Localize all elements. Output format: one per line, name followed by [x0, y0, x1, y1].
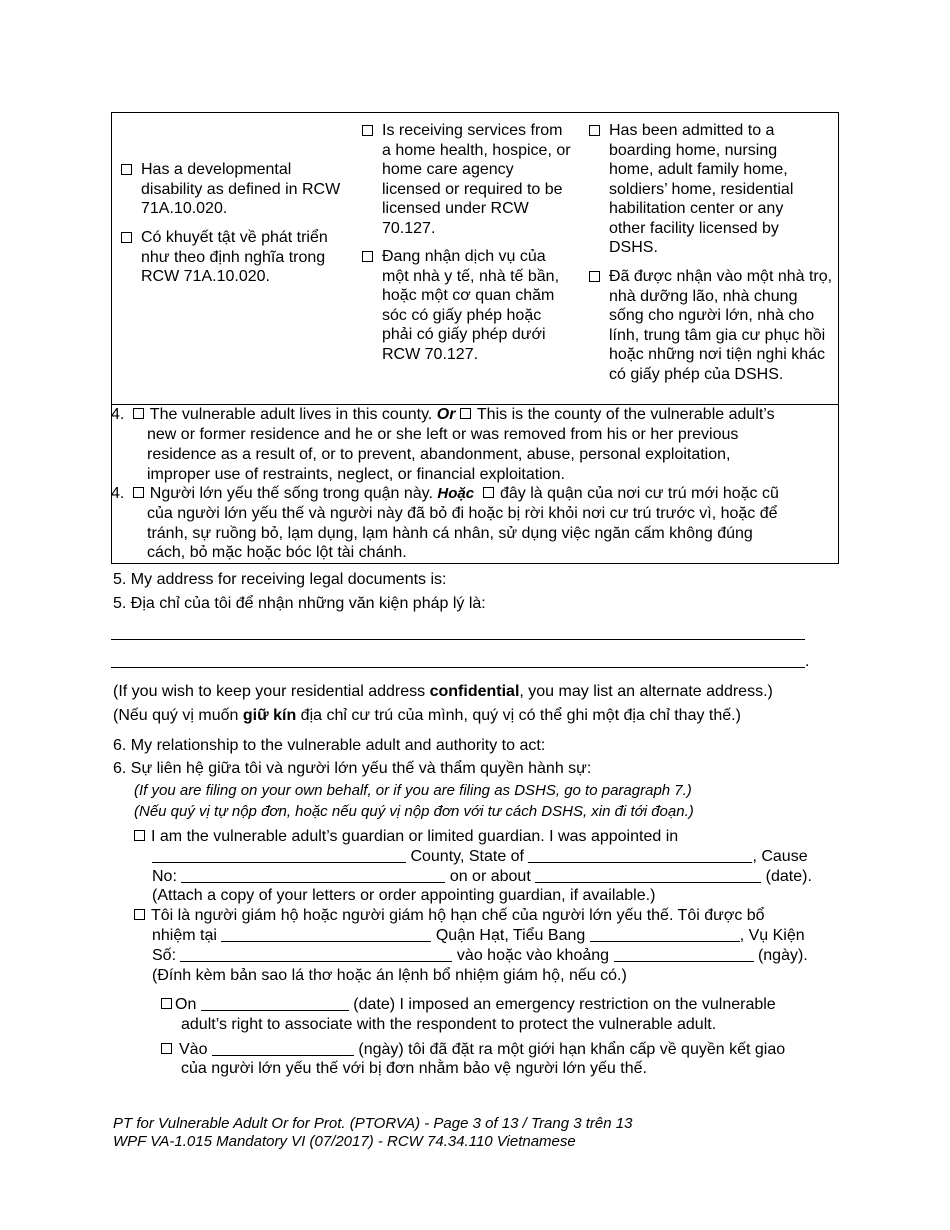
emergency-en-line2: adult’s right to associate with the respondent to protect the vulnerable adult.: [181, 1016, 717, 1033]
emergency-date-field-vi[interactable]: [212, 1040, 354, 1056]
s4-vi-line2: của người lớn yếu thế và người này đã bỏ đi hoặc bị rời khỏi nơi cư trú trước vì, hoặc để: [147, 505, 778, 522]
checkbox-home-health-vi[interactable]: [362, 251, 373, 262]
emergency-en-line1: [161, 995, 776, 1015]
cause-number-field-en[interactable]: [181, 867, 445, 883]
checkbox-admitted-en[interactable]: [589, 125, 600, 136]
checkbox-developmental-vi[interactable]: [121, 232, 132, 243]
checkbox-emergency-vi[interactable]: [161, 1043, 172, 1054]
conf-en-post: , you may list an alternate address.): [519, 683, 773, 700]
guardian-vi-text: Tôi là người giám hộ hoặc người giám hộ hạn chế của người lớn yếu thế. Tôi được bổ: [151, 907, 765, 924]
checkbox-lives-in-county-vi[interactable]: [133, 487, 144, 498]
s5-en: 5. My address for receiving legal documents is:: [113, 571, 447, 588]
s4-en-line1: [111, 405, 775, 425]
checkbox-emergency-en[interactable]: [161, 998, 172, 1009]
guardian-en-no: No:: [152, 868, 177, 885]
col2-vi-text: Đang nhận dịch vụ của một nhà y tế, nhà tế bần, hoặc một cơ quan chăm sóc có giấy phép hoặc phải có giấy phép dưới RCW 70.127.: [382, 248, 560, 363]
checkbox-lives-in-county-en[interactable]: [133, 408, 144, 419]
emergency-date-field-en[interactable]: [201, 995, 349, 1011]
col1-en-text: Has a developmental disability as defined in RCW 71A.10.020.: [141, 161, 341, 217]
col2-vi-option: [362, 247, 574, 364]
conf-en-bold: confidential: [429, 683, 520, 700]
s4-vi-number: 4.: [111, 485, 125, 502]
s6-vi: 6. Sự liên hệ giữa tôi và người lớn yếu thế và thẩm quyền hành sự:: [113, 760, 592, 777]
col2-en-text: Is receiving services from a home health, hospice, or home care agency licensed or required to be licensed under RCW 70.127.: [382, 122, 571, 237]
s4-vi-b1: đây là quận của nơi cư trú mới hoặc cũ: [499, 485, 779, 502]
s6-note-en: (If you are filing on your own behalf, or if you are filing as DSHS, go to paragraph 7.): [134, 782, 692, 799]
confidential-vi: [113, 706, 741, 726]
col1-vi-option: [121, 228, 341, 287]
s4-vi-line1: [111, 484, 779, 504]
guardian-en-line2: [152, 847, 808, 867]
emergency-en-text: (date) I imposed an emergency restriction on the vulnerable: [353, 996, 776, 1013]
guardian-en-line1: [134, 827, 678, 847]
col2-en-option: [362, 121, 574, 238]
checkbox-former-residence-en[interactable]: [460, 408, 471, 419]
date-field-en[interactable]: [535, 867, 761, 883]
footer-line-1: PT for Vulnerable Adult Or for Prot. (PTORVA) - Page 3 of 13 / Trang 3 trên 13: [113, 1115, 633, 1132]
s6-note-vi: (Nếu quý vị tự nộp đơn, hoặc nếu quý vị nộp đơn với tư cách DSHS, xin đi tới đoạn.): [134, 803, 694, 820]
checkbox-developmental-en[interactable]: [121, 164, 132, 175]
emergency-vi-on: Vào: [179, 1041, 208, 1058]
guardian-vi-date: (ngày).: [757, 947, 808, 964]
guardian-en-cause: , Cause: [752, 848, 808, 865]
checkbox-admitted-vi[interactable]: [589, 271, 600, 282]
guardian-vi-appointed: nhiệm tại: [152, 927, 217, 944]
county-field-vi[interactable]: [221, 926, 431, 942]
checkbox-guardian-en[interactable]: [134, 830, 145, 841]
s4-en-or: Or: [436, 406, 456, 423]
s4-vi-or: Hoặc: [437, 485, 475, 502]
footer-line-2: WPF VA-1.015 Mandatory VI (07/2017) - RCW 74.34.110 Vietnamese: [113, 1133, 576, 1150]
col1-en-option: [121, 160, 341, 219]
conf-en-pre: (If you wish to keep your residential address: [113, 683, 430, 700]
checkbox-former-residence-vi[interactable]: [483, 487, 494, 498]
conf-vi-post: địa chỉ cư trú của mình, quý vị có thể ghi một địa chỉ thay thế.): [296, 707, 741, 724]
s4-en-line2: new or former residence and he or she left or was removed from his or her previous: [147, 426, 739, 443]
col3-en-text: Has been admitted to a boarding home, nursing home, adult family home, soldiers’ home, residential habilitation center or any other facility licensed by DSHS.: [609, 122, 794, 256]
s4-en-a: The vulnerable adult lives in this county.: [149, 406, 433, 423]
guardian-en-line3: [152, 867, 812, 887]
address-period: .: [805, 653, 810, 670]
cause-number-field-vi[interactable]: [180, 946, 452, 962]
guardian-en-date: (date).: [765, 868, 812, 885]
guardian-vi-line1: [134, 906, 765, 926]
s5-vi: 5. Địa chỉ của tôi để nhận những văn kiện pháp lý là:: [113, 595, 486, 612]
emergency-vi-line1: [161, 1040, 785, 1060]
guardian-vi-onabout: vào hoặc vào khoảng: [456, 947, 610, 964]
col3-vi-text: Đã được nhận vào một nhà trọ, nhà dưỡng lão, nhà chung sống cho người lớn, nhà cho lính, trung tâm gia cư phục hồi hoặc những nơi tiện nghi khác có giấy phép của DSHS.: [609, 268, 833, 383]
s6-en: 6. My relationship to the vulnerable adult and authority to act:: [113, 737, 546, 754]
guardian-vi-no: Số:: [152, 947, 177, 964]
guardian-en-text: I am the vulnerable adult’s guardian or limited guardian. I was appointed in: [151, 828, 679, 845]
emergency-en-on: On: [175, 996, 197, 1013]
guardian-vi-line3: [152, 946, 808, 966]
address-line-1[interactable]: [111, 639, 805, 640]
conf-vi-pre: (Nếu quý vị muốn: [113, 707, 243, 724]
guardian-vi-county: Quận Hạt, Tiểu Bang: [435, 927, 586, 944]
guardian-en-county: County, State of: [410, 848, 524, 865]
s4-number: 4.: [111, 406, 125, 423]
county-field-en[interactable]: [152, 847, 406, 863]
guardian-vi-line2: [152, 926, 805, 946]
s4-vi-line4: cách, bỏ mặc hoặc bóc lột tài chánh.: [147, 544, 407, 561]
checkbox-guardian-vi[interactable]: [134, 909, 145, 920]
guardian-vi-cause: , Vụ Kiện: [739, 927, 805, 944]
guardian-vi-attach: (Đính kèm bản sao lá thơ hoặc án lệnh bổ nhiệm giám hộ, nếu có.): [152, 967, 627, 984]
col3-en-option: [589, 121, 819, 258]
s4-en-line4: improper use of restraints, neglect, or financial exploitation.: [147, 466, 565, 483]
guardian-en-onabout: on or about: [449, 868, 531, 885]
s4-en-line3: residence as a result of, or to prevent, abandonment, abuse, personal exploitation,: [147, 446, 731, 463]
guardian-en-attach: (Attach a copy of your letters or order appointing guardian, if available.): [152, 887, 656, 904]
s4-vi-line3: tránh, sự ruồng bỏ, lạm dụng, lạm hành cá nhân, sử dụng việc ngăn cấm không đúng: [147, 525, 753, 542]
state-field-vi[interactable]: [590, 926, 740, 942]
date-field-vi[interactable]: [614, 946, 754, 962]
emergency-vi-line2: của người lớn yếu thế với bị đơn nhằm bảo vệ người lớn yếu thế.: [181, 1060, 647, 1077]
checkbox-home-health-en[interactable]: [362, 125, 373, 136]
state-field-en[interactable]: [528, 847, 752, 863]
confidential-en: [113, 682, 773, 702]
col1-vi-text: Có khuyết tật về phát triển như theo định nghĩa trong RCW 71A.10.020.: [141, 229, 328, 285]
s4-vi-a: Người lớn yếu thế sống trong quận này.: [149, 485, 433, 502]
s4-en-b1: This is the county of the vulnerable adult’s: [476, 406, 775, 423]
address-line-2[interactable]: [111, 667, 805, 668]
conf-vi-bold: giữ kín: [242, 707, 297, 724]
emergency-vi-text: (ngày) tôi đã đặt ra một giới hạn khẩn cấp về quyền kết giao: [358, 1041, 786, 1058]
col3-vi-option: [589, 267, 835, 384]
